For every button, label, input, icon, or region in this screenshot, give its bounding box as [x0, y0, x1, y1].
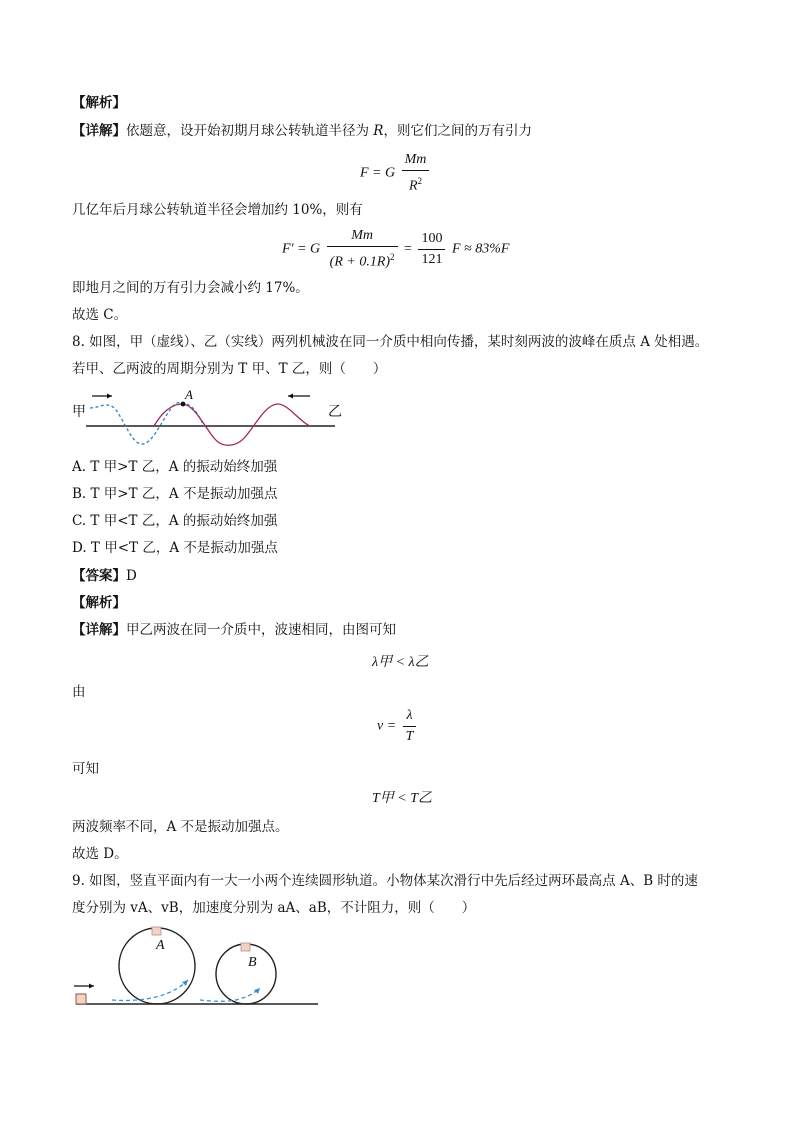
question-stem: 8. 如图，甲（虚线）、乙（实线）两列机械波在同一介质中相向传播，某时刻两波的波峰在质点 A 处相遇。: [72, 334, 709, 350]
eq-numerator-2: 100: [418, 231, 445, 250]
question-stem: 度分别为 vA、vB，加速度分别为 aA、aB，不计阻力，则（ ）: [72, 900, 476, 916]
eq-fraction-2: [418, 231, 445, 268]
eq-lhs: v =: [377, 718, 397, 734]
equation-gravitation: [360, 152, 432, 195]
answer-value: D: [126, 568, 137, 584]
eq-denominator: $(R + 0.1R)^2$: [329, 252, 395, 270]
arrow-right-head-icon: [107, 394, 112, 399]
block-at-b: [241, 943, 250, 951]
label-a: A: [156, 938, 165, 953]
label-jia: 甲: [72, 404, 86, 420]
eq-numerator: Mm: [402, 152, 430, 171]
question-stem: 若甲、乙两波的周期分别为 T 甲、T 乙，则（ ）: [72, 361, 387, 377]
path-arrow-b-icon: [254, 988, 260, 994]
wave-figure: [70, 386, 350, 454]
text-line: 即地月之间的万有引力会减小约 17%。: [72, 280, 309, 296]
option-d[interactable]: D. T 甲<T 乙，A 不是振动加强点: [72, 540, 278, 556]
text-line: 可知: [72, 761, 99, 777]
block-at-a: [152, 927, 161, 935]
eq-numerator: Mm: [327, 228, 398, 247]
detail-text: 甲乙两波在同一介质中，波速相同，由图可知: [126, 622, 396, 638]
eq-denominator-2: 121: [421, 251, 443, 267]
eq-rhs: F ≈ 83%F: [451, 241, 510, 257]
eq-fraction: [327, 228, 398, 271]
eq-lhs: F′ = G: [282, 241, 321, 257]
eq-fraction: [403, 708, 417, 745]
answer-label: 【答案】: [72, 568, 126, 584]
analysis-header: 【解析】: [72, 595, 126, 611]
velocity-arrow-head-icon: [89, 984, 94, 989]
eq-denominator: T: [405, 729, 414, 744]
option-b[interactable]: B. T 甲>T 乙，A 不是振动加强点: [72, 486, 278, 502]
question-stem: 9. 如图，竖直平面内有一大一小两个连续圆形轨道。小物体某次滑行中先后经过两环最高点 A、B 时的速: [72, 873, 698, 889]
option-c[interactable]: C. T 甲<T 乙，A 的振动始终加强: [72, 513, 278, 529]
eq-numerator: λ: [403, 708, 417, 727]
dashed-wave-jia: [90, 403, 204, 445]
detail-text: 依题意，设开始初期月球公转轨道半径为: [126, 123, 369, 139]
text-line: 由: [72, 684, 86, 700]
eq-lhs: F = G: [360, 165, 396, 181]
label-b: B: [248, 955, 257, 970]
eq-equals: =: [404, 241, 412, 257]
label-a: A: [185, 387, 193, 402]
detail-text-2: ，则它们之间的万有引力: [383, 123, 532, 139]
option-a[interactable]: A. T 甲>T 乙，A 的振动始终加强: [72, 459, 278, 475]
equation-period: T甲 < T乙: [372, 791, 433, 806]
text-line: 故选 C。: [72, 307, 128, 323]
detail-line: [72, 621, 396, 639]
text-line: 故选 D。: [72, 846, 128, 862]
equation-new-gravitation: [282, 228, 509, 271]
small-loop: [216, 944, 276, 1004]
arrow-left-head-icon: [288, 394, 293, 399]
equation-wavelength: λ甲 < λ乙: [372, 655, 429, 670]
text-line: 几亿年后月球公转轨道半径会增加约 10%，则有: [72, 202, 363, 218]
equation-velocity: [377, 708, 419, 745]
answer-line: [72, 567, 137, 585]
eq-fraction: [402, 152, 430, 195]
detail-label: 【详解】: [72, 123, 126, 139]
eq-denominator: $R^2$: [408, 176, 423, 194]
loop-track-figure: [70, 922, 326, 1012]
detail-label: 【详解】: [72, 622, 126, 638]
detail-line: [72, 122, 532, 140]
solid-wave-yi: [154, 404, 310, 445]
text-line: 两波频率不同，A 不是振动加强点。: [72, 819, 289, 835]
detail-var: R: [373, 123, 384, 139]
block: [76, 994, 86, 1004]
label-yi: 乙: [328, 404, 342, 420]
point-a-dot: [181, 402, 186, 407]
analysis-header: 【解析】: [72, 95, 126, 111]
